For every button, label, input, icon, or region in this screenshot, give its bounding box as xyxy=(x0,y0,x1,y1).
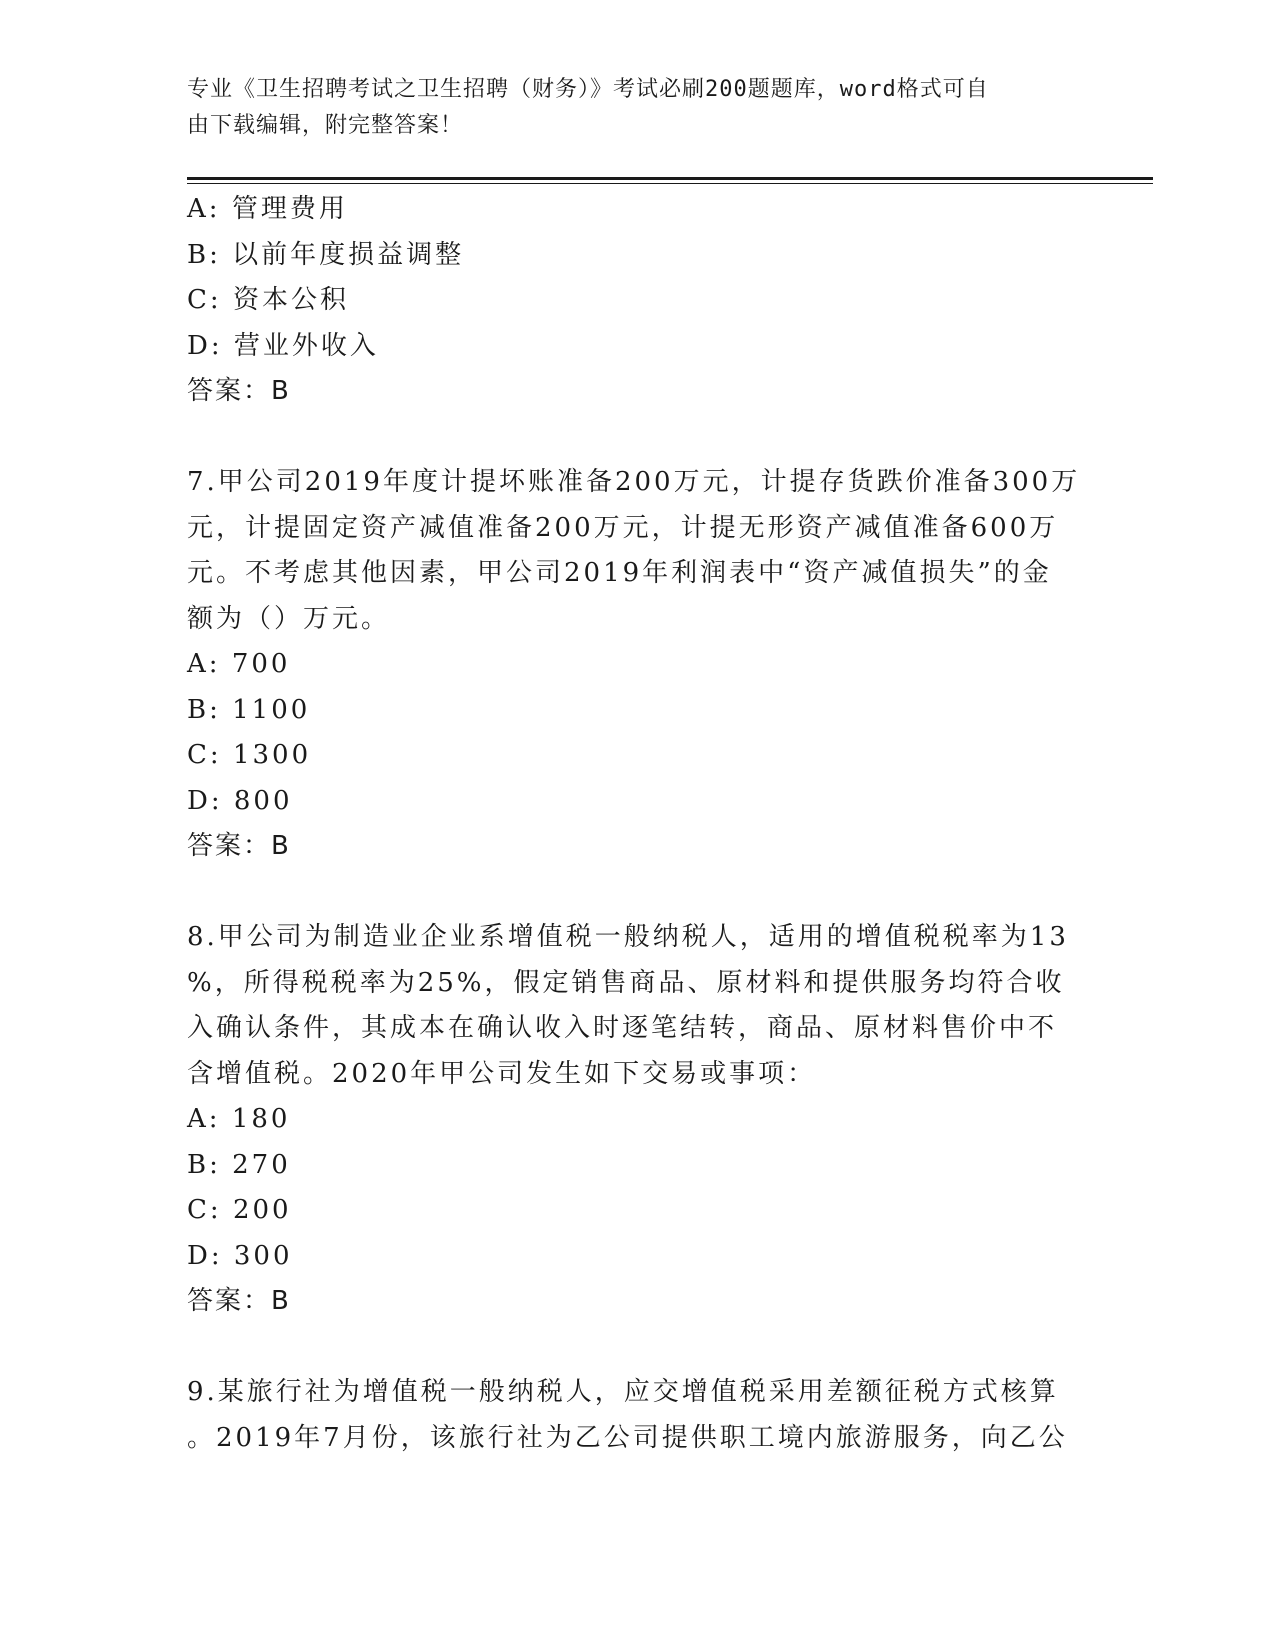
option-value: 270 xyxy=(232,1149,291,1180)
option-value: 200 xyxy=(232,1195,292,1225)
question-text-line: 8.甲公司为制造业企业系增值税一般纳税人，适用的增值税税率为13 xyxy=(187,922,1069,952)
option-key: C xyxy=(187,1195,210,1225)
option-key: B xyxy=(187,694,210,725)
option-c xyxy=(187,278,1087,324)
option-separator: : xyxy=(209,1149,233,1180)
option-separator: : xyxy=(210,785,234,816)
header-divider-thin xyxy=(187,183,1153,184)
option-value: 1300 xyxy=(232,740,312,770)
question-7 xyxy=(187,460,1087,870)
option-value: 800 xyxy=(233,785,293,816)
answer-line: 答案：B xyxy=(187,1286,291,1316)
option-b xyxy=(187,233,1087,279)
option-separator: : xyxy=(210,1240,234,1271)
option-a xyxy=(187,642,1087,688)
spacer xyxy=(187,1325,1087,1371)
option-separator: : xyxy=(209,239,233,270)
option-separator: : xyxy=(209,1195,233,1225)
option-d xyxy=(187,779,1087,825)
option-key: B xyxy=(187,1149,210,1180)
option-separator: : xyxy=(209,694,233,725)
option-key: D xyxy=(187,1240,211,1271)
question-text-line: 元。不考虑其他因素，甲公司2019年利润表中“资产减值损失”的金 xyxy=(187,558,1052,588)
option-key: A xyxy=(187,1104,209,1134)
option-value: 管理费用 xyxy=(231,194,348,224)
answer-line: 答案：B xyxy=(187,376,291,406)
option-separator: : xyxy=(208,649,232,679)
option-c xyxy=(187,1188,1087,1234)
option-d xyxy=(187,1234,1087,1280)
option-separator: : xyxy=(209,285,233,315)
question-8 xyxy=(187,915,1087,1325)
header-line-1: 专业《卫生招聘考试之卫生招聘（财务）》考试必刷200题题库，word格式可自 xyxy=(187,77,989,102)
option-value: 300 xyxy=(233,1240,293,1271)
option-key: D xyxy=(187,330,211,361)
option-key: D xyxy=(187,785,211,816)
option-value: 以前年度损益调整 xyxy=(232,239,465,270)
option-value: 180 xyxy=(231,1104,291,1134)
option-b xyxy=(187,688,1087,734)
option-key: C xyxy=(187,285,210,315)
question-text-line: 入确认条件，其成本在确认收入时逐笔结转，商品、原材料售价中不 xyxy=(187,1013,1058,1043)
option-separator: : xyxy=(209,740,233,770)
option-key: A xyxy=(187,649,209,679)
document-header xyxy=(187,72,1087,144)
question-6 xyxy=(187,187,1087,415)
option-separator: : xyxy=(208,194,232,224)
question-text-line: 含增值税。2020年甲公司发生如下交易或事项： xyxy=(187,1058,817,1089)
option-key: C xyxy=(187,740,210,770)
option-separator: : xyxy=(210,330,234,361)
option-a xyxy=(187,1097,1087,1143)
option-value: 营业外收入 xyxy=(233,330,379,361)
header-divider-thick xyxy=(187,177,1153,180)
option-c xyxy=(187,733,1087,779)
document-body xyxy=(187,187,1087,1461)
option-separator: : xyxy=(208,1104,232,1134)
question-text-line: 7.甲公司2019年度计提坏账准备200万元，计提存货跌价准备300万 xyxy=(187,467,1081,497)
spacer xyxy=(187,870,1087,916)
option-key: A xyxy=(187,194,209,224)
answer-line: 答案：B xyxy=(187,831,291,861)
question-text-line: 9.某旅行社为增值税一般纳税人，应交增值税采用差额征税方式核算 xyxy=(187,1377,1059,1407)
question-9 xyxy=(187,1370,1087,1461)
option-a xyxy=(187,187,1087,233)
option-value: 1100 xyxy=(232,694,311,725)
spacer xyxy=(187,415,1087,461)
question-text-line: %，所得税税率为25%，假定销售商品、原材料和提供服务均符合收 xyxy=(187,967,1065,998)
option-key: B xyxy=(187,239,210,270)
header-line-2: 由下载编辑，附完整答案！ xyxy=(187,113,464,138)
option-d xyxy=(187,324,1087,370)
option-value: 资本公积 xyxy=(232,285,349,315)
question-text-line: 元，计提固定资产减值准备200万元，计提无形资产减值准备600万 xyxy=(187,512,1059,543)
option-value: 700 xyxy=(231,649,291,679)
option-b xyxy=(187,1143,1087,1189)
question-text-line: 额为（）万元。 xyxy=(187,603,391,634)
question-text-line: 。2019年7月份，该旅行社为乙公司提供职工境内旅游服务，向乙公 xyxy=(187,1422,1068,1453)
